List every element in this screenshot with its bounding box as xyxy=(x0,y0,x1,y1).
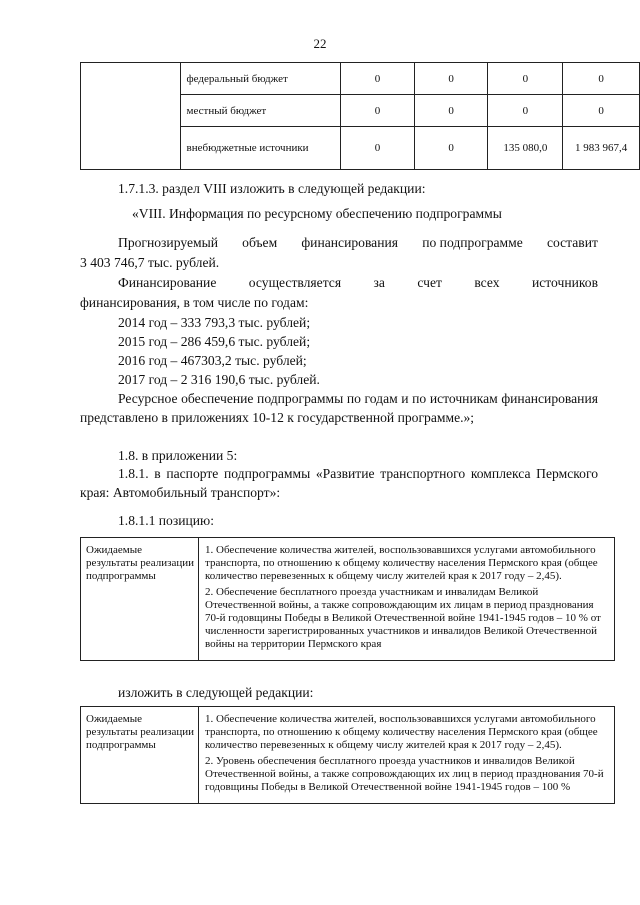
financing-table xyxy=(80,62,640,170)
table-row xyxy=(81,63,640,95)
result-item: 2. Уровень обеспечения бесплатного проезда участников и инвалидов Великой Отечественной войны, а также сопровождающих их лиц в период празднования 70-й годовщины Победы в Великой Отечественной войне 1941-1945 годов – 100 % xyxy=(205,755,604,793)
value-cell: 0 xyxy=(341,63,415,95)
word: осуществляется xyxy=(248,275,342,290)
row-label: внебюджетные источники xyxy=(180,127,341,170)
results-content xyxy=(199,707,615,804)
new-results-table xyxy=(80,706,615,804)
value-cell: 0 xyxy=(341,95,415,127)
word: счет xyxy=(417,275,442,290)
word: источников xyxy=(531,275,598,290)
financing-line xyxy=(118,275,598,291)
forecast-line xyxy=(118,235,598,251)
value-cell: 0 xyxy=(341,127,415,170)
word: Прогнозируемый xyxy=(118,235,218,250)
value-cell: 0 xyxy=(414,95,488,127)
financing-by-years: финансирования, в том числе по годам: xyxy=(80,295,309,310)
value-cell: 1 983 967,4 xyxy=(563,127,640,170)
value-cell: 0 xyxy=(414,127,488,170)
table-row xyxy=(81,707,615,804)
results-label: Ожидаемые результаты реализации подпрограммы xyxy=(81,707,199,804)
position-1811: 1.8.1.1 позицию: xyxy=(118,513,214,528)
blank-cell xyxy=(81,63,181,170)
passport-paragraph: 1.8.1. в паспорте подпрограммы «Развитие транспортного комплекса Пермского края: Автомобильный транспорт»: xyxy=(80,466,598,500)
word: по подпрограмме xyxy=(422,235,523,250)
section-1713: 1.7.1.3. раздел VIII изложить в следующей редакции: xyxy=(118,181,426,196)
word: составит xyxy=(546,235,598,250)
word: всех xyxy=(474,275,500,290)
year-2015: 2015 год – 286 459,6 тыс. рублей; xyxy=(118,334,311,349)
forecast-total: 3 403 746,7 тыс. рублей. xyxy=(80,255,220,270)
result-item: 1. Обеспечение количества жителей, воспользовавшихся услугами автомобильного транспорта, по отношению к общему количеству населения Пермского края (общее количество перевезенных к общему числу жителей края к 2017 году – 2,45). xyxy=(205,713,598,751)
value-cell: 135 080,0 xyxy=(488,127,563,170)
resource-paragraph: Ресурсное обеспечение подпрограммы по годам и по источникам финансирования представлено в приложениях 10-12 к государственной программе.»; xyxy=(80,391,598,425)
row-label: федеральный бюджет xyxy=(180,63,341,95)
row-label: местный бюджет xyxy=(180,95,341,127)
old-results-table xyxy=(80,537,615,661)
table-row xyxy=(81,538,615,661)
result-item: 2. Обеспечение бесплатного проезда участникам и инвалидам Великой Отечественной войны, а также сопровождающим их лицам в период празднования 70-й годовщины Победы в Великой Отечественной войне 1941-1945 годов – 10 % от численности зарегистрированных участников и инвалидов Великой Отечественной войны на территории Пермского края xyxy=(205,586,601,650)
year-2016: 2016 год – 467303,2 тыс. рублей; xyxy=(118,353,307,368)
restate-text: изложить в следующей редакции: xyxy=(118,685,314,700)
page-number: 22 xyxy=(313,36,327,51)
value-cell: 0 xyxy=(488,63,563,95)
value-cell: 0 xyxy=(488,95,563,127)
year-2017: 2017 год – 2 316 190,6 тыс. рублей. xyxy=(118,372,320,387)
results-label: Ожидаемые результаты реализации подпрограммы xyxy=(81,538,199,661)
value-cell: 0 xyxy=(414,63,488,95)
year-2014: 2014 год – 333 793,3 тыс. рублей; xyxy=(118,315,311,330)
annex-5: 1.8. в приложении 5: xyxy=(118,448,238,463)
value-cell: 0 xyxy=(563,63,640,95)
value-cell: 0 xyxy=(563,95,640,127)
word: финансирования xyxy=(301,235,399,250)
word: за xyxy=(373,275,385,290)
results-content xyxy=(199,538,615,661)
result-item: 1. Обеспечение количества жителей, воспользовавшихся услугами автомобильного транспорта, по отношению к общему количеству населения Пермского края (общее количество перевезенных к общему числу жителей края к 2017 году – 2,45). xyxy=(205,544,598,582)
section-title: «VIII. Информация по ресурсному обеспечению подпрограммы xyxy=(132,206,502,221)
word: Финансирование xyxy=(118,275,217,290)
word: объем xyxy=(242,235,278,250)
